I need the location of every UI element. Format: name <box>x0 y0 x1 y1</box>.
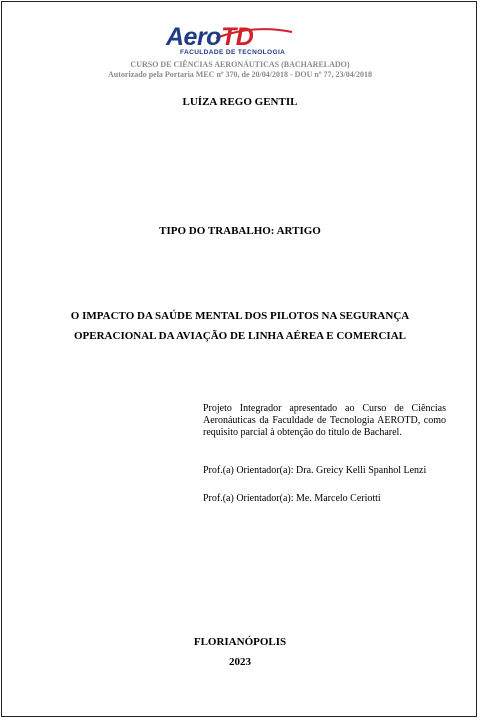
city: FLORIANÓPOLIS <box>193 636 287 648</box>
aerotd-logo <box>166 24 316 56</box>
logo-subtitle: FACULDADE DE TECNOLOGIA <box>180 49 286 56</box>
advisor-2: Prof.(a) Orientador(a): Me. Marcelo Ceriotti <box>203 493 381 504</box>
logo-wordmark <box>166 24 253 50</box>
work-type: TIPO DO TRABALHO: ARTIGO <box>159 225 321 237</box>
document-title <box>50 306 430 346</box>
advisor-1: Prof.(a) Orientador(a): Dra. Greicy Kelli Spanhol Lenzi <box>203 465 427 476</box>
page-border <box>1 1 477 717</box>
project-description: Projeto Integrador apresentado ao Curso de Ciências Aeronáuticas da Faculdade de Tecnologia AEROTD, como requisito parcial à obtenção do título de Bacharel. <box>203 403 446 438</box>
logo-part-aero: Aero <box>166 23 221 51</box>
course-name: CURSO DE CIÊNCIAS AERONÁUTICAS (BACHARELADO) <box>130 60 350 69</box>
year: 2023 <box>229 656 251 668</box>
authorization-line: Autorizado pela Portaria MEC nº 370, de 20/04/2018 - DOU nº 77, 23/04/2018 <box>108 70 372 79</box>
title-line-2: OPERACIONAL DA AVIAÇÃO DE LINHA AÉREA E COMERCIAL <box>74 330 406 342</box>
logo-part-td: TD <box>220 23 254 51</box>
title-line-1: O IMPACTO DA SAÚDE MENTAL DOS PILOTOS NA SEGURANÇA <box>70 310 410 322</box>
author-name: LUÍZA REGO GENTIL <box>182 96 298 108</box>
